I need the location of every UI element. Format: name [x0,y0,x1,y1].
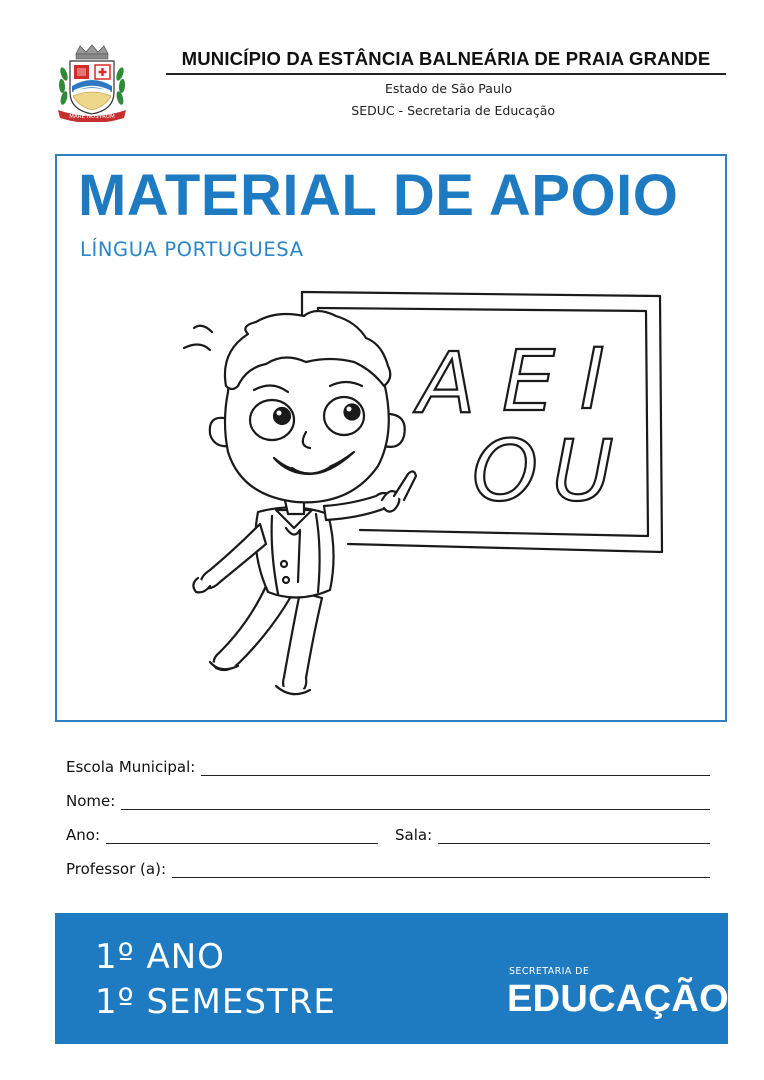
department-name: SEDUC - Secretaria de Educação [351,103,555,118]
name-label: Nome: [66,792,116,810]
name-blank[interactable] [121,795,710,810]
header-rule [166,73,726,75]
boy-figure [184,311,416,694]
board-letter-2: E [502,332,556,430]
teacher-label: Professor (a): [66,860,166,878]
year-label: Ano: [66,826,100,844]
room-label: Sala: [395,826,433,844]
secretaria-education-logo: EDUCAÇÃO [507,978,729,1020]
crest-motto: MARE NOSTRUM [69,114,115,120]
board-letter-4: O [472,422,539,520]
grade-label: 1º ANO [95,937,225,977]
room-field [395,822,710,844]
semester-label: 1º SEMESTRE [95,982,336,1022]
year-field [66,822,378,844]
teacher-blank[interactable] [172,863,710,878]
cover-subject: LÍNGUA PORTUGUESA [80,238,304,261]
cover-title: MATERIAL DE APOIO [78,163,679,228]
school-label: Escola Municipal: [66,758,196,776]
board-letter-1: A [418,334,476,432]
municipality-title: MUNICÍPIO DA ESTÂNCIA BALNEÁRIA DE PRAIA GRANDE [181,48,711,69]
boy-chalkboard-illustration [180,282,670,707]
school-blank[interactable] [201,761,710,776]
municipal-crest-logo [56,44,128,122]
school-field [66,754,710,776]
teacher-field [66,856,710,878]
board-letter-5: U [552,422,614,520]
name-field [66,788,710,810]
board-letter-3: I [580,330,605,428]
year-blank[interactable] [106,829,378,844]
state-name: Estado de São Paulo [384,81,512,96]
room-blank[interactable] [438,829,710,844]
chalkboard-vowels [413,330,613,520]
secretaria-small-label: SECRETARIA DE [509,966,590,977]
